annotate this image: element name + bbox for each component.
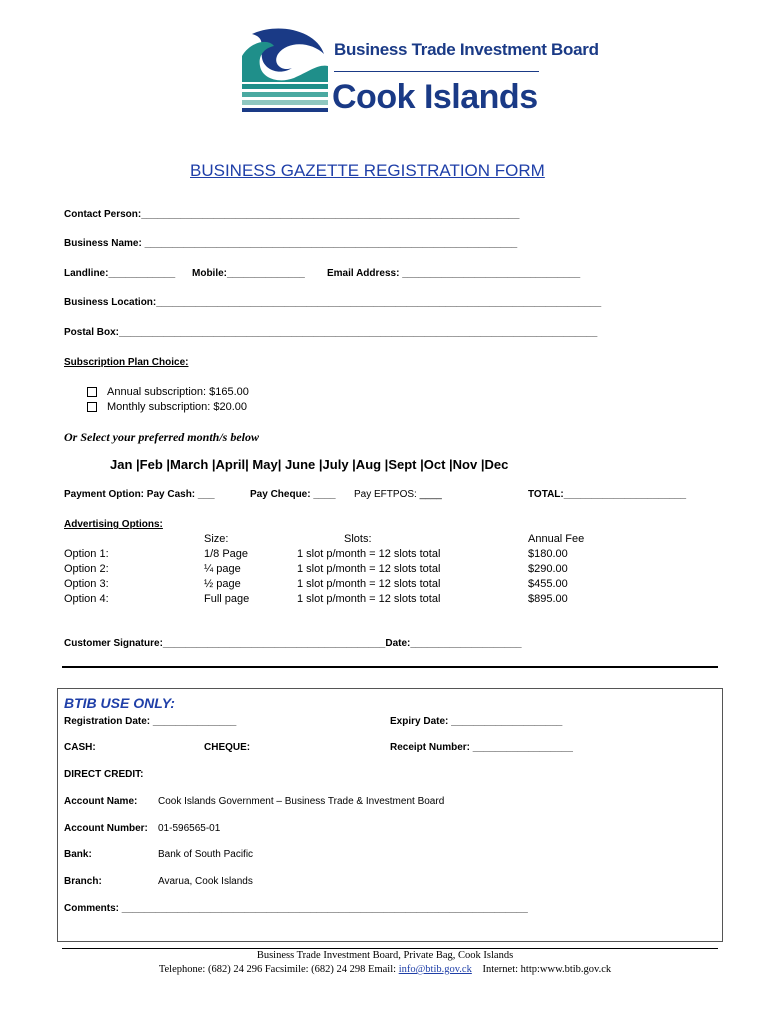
- logo-org-name: Business Trade Investment Board: [334, 40, 599, 59]
- footer-email-link[interactable]: info@btib.gov.ck: [398, 964, 472, 975]
- account-name-label: Account Name:: [64, 796, 138, 807]
- ad-option-size: ¼ page: [204, 563, 241, 575]
- customer-signature-field[interactable]: Customer Signature:________________________________________Date:____________________: [64, 638, 522, 649]
- business-location-field[interactable]: Business Location:________________________________________________________________________________: [64, 297, 602, 308]
- comments-field[interactable]: Comments: _________________________________________________________________________: [64, 903, 528, 914]
- email-field[interactable]: Email Address: ________________________________: [327, 268, 581, 279]
- pay-eftpos-field[interactable]: [354, 489, 442, 500]
- section-divider: [62, 666, 718, 668]
- table-row[interactable]: [64, 593, 624, 608]
- ad-option-slots: 1 slot p/month = 12 slots total: [297, 593, 441, 605]
- payment-option-cash[interactable]: Payment Option: Pay Cash: ___: [64, 489, 215, 500]
- cash-label: CASH:: [64, 742, 96, 753]
- logo: [238, 26, 599, 126]
- checkbox-monthly[interactable]: [87, 402, 97, 412]
- ad-option-name: Option 3:: [64, 578, 109, 590]
- ad-option-fee: $895.00: [528, 593, 568, 605]
- or-select-months-label: Or Select your preferred month/s below: [64, 430, 259, 444]
- total-field[interactable]: TOTAL:______________________: [528, 489, 687, 500]
- ad-header-slots: Slots:: [344, 533, 372, 545]
- ad-options-table: [64, 548, 624, 608]
- bank-value: Bank of South Pacific: [158, 849, 254, 860]
- account-number-label: Account Number:: [64, 823, 148, 834]
- footer-telephone: Telephone: (682) 24 296 Facsimile: (682) 24 298 Email:: [158, 964, 397, 975]
- direct-credit-label: DIRECT CREDIT:: [64, 769, 144, 780]
- ad-option-fee: $290.00: [528, 563, 568, 575]
- table-row[interactable]: [64, 563, 624, 578]
- checkbox-annual[interactable]: [87, 387, 97, 397]
- pay-cheque-field[interactable]: [250, 489, 336, 500]
- pay-eftpos-label: Pay EFTPOS: ____: [354, 489, 442, 500]
- logo-country-name: Cook Islands: [332, 78, 538, 116]
- receipt-number-field[interactable]: Receipt Number: __________________: [390, 742, 573, 753]
- table-row[interactable]: [64, 578, 624, 593]
- ad-option-slots: 1 slot p/month = 12 slots total: [297, 548, 441, 560]
- footer-contact: [0, 964, 770, 975]
- footer-internet: Internet: http:www.btib.gov.ck: [482, 964, 612, 975]
- ad-header-size: Size:: [204, 533, 229, 545]
- table-row[interactable]: [64, 548, 624, 563]
- pay-cheque-label: Pay Cheque: ____: [250, 489, 336, 500]
- ad-option-size: Full page: [204, 593, 250, 605]
- account-name-value: Cook Islands Government – Business Trade & Investment Board: [158, 796, 445, 807]
- cheque-label: CHEQUE:: [204, 742, 251, 753]
- postal-box-field[interactable]: Postal Box:______________________________________________________________________________________: [64, 327, 598, 338]
- contact-person-field[interactable]: Contact Person:____________________________________________________________________: [64, 209, 520, 220]
- account-number-value: 01-596565-01: [158, 823, 221, 834]
- ad-option-name: Option 1:: [64, 548, 109, 560]
- btib-use-only-box: [57, 688, 723, 942]
- business-name-field[interactable]: Business Name: ___________________________________________________________________: [64, 238, 518, 249]
- footer-address: Business Trade Investment Board, Private Bag, Cook Islands: [256, 950, 514, 961]
- ad-option-size: 1/8 Page: [204, 548, 249, 560]
- months-selector[interactable]: Jan |Feb |March |April| May| June |July |Aug |Sept |Oct |Nov |Dec: [110, 457, 509, 472]
- ad-option-fee: $455.00: [528, 578, 568, 590]
- landline-field[interactable]: Landline:____________: [64, 268, 176, 279]
- subscription-option-annual[interactable]: [87, 386, 249, 398]
- ad-option-fee: $180.00: [528, 548, 568, 560]
- subscription-option-monthly[interactable]: [87, 401, 247, 413]
- expiry-date-field[interactable]: Expiry Date: ____________________: [390, 716, 563, 727]
- form-title: BUSINESS GAZETTE REGISTRATION FORM: [190, 161, 545, 180]
- ad-option-slots: 1 slot p/month = 12 slots total: [297, 578, 441, 590]
- ad-option-name: Option 4:: [64, 593, 109, 605]
- ad-header-fee: Annual Fee: [528, 533, 585, 545]
- ad-option-slots: 1 slot p/month = 12 slots total: [297, 563, 441, 575]
- registration-date-field[interactable]: Registration Date: _______________: [64, 716, 237, 727]
- logo-divider: [334, 71, 539, 72]
- bank-label: Bank:: [64, 849, 92, 860]
- branch-label: Branch:: [64, 876, 102, 887]
- ad-option-name: Option 2:: [64, 563, 109, 575]
- mobile-field[interactable]: Mobile:______________: [192, 268, 305, 279]
- btib-heading: BTIB USE ONLY:: [64, 695, 175, 711]
- subscription-option-label: Monthly subscription: $20.00: [107, 401, 248, 413]
- ad-option-size: ½ page: [204, 578, 241, 590]
- subscription-option-label: Annual subscription: $165.00: [107, 386, 249, 398]
- footer-divider: [62, 948, 718, 949]
- advertising-heading: Advertising Options:: [64, 519, 163, 530]
- wave-logo-icon: [238, 26, 330, 124]
- subscription-heading: Subscription Plan Choice:: [64, 357, 189, 368]
- branch-value: Avarua, Cook Islands: [158, 876, 253, 887]
